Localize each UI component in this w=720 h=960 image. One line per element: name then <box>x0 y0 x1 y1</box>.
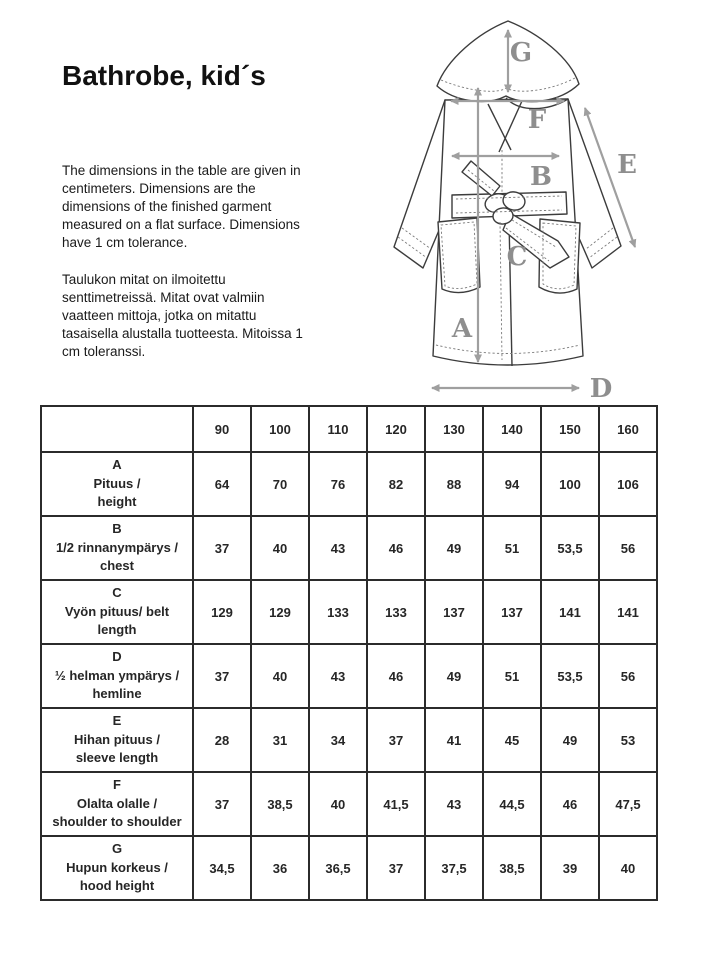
size-col-100: 100 <box>251 406 309 452</box>
value-E-100: 31 <box>251 708 309 772</box>
value-E-120: 37 <box>367 708 425 772</box>
value-B-120: 46 <box>367 516 425 580</box>
value-G-160: 40 <box>599 836 657 900</box>
measure-label-E <box>41 708 193 772</box>
value-F-90: 37 <box>193 772 251 836</box>
value-E-130: 41 <box>425 708 483 772</box>
measure-label-line: G <box>111 840 123 856</box>
value-G-90: 34,5 <box>193 836 251 900</box>
value-B-90: 37 <box>193 516 251 580</box>
measure-label-line: Hihan pituus / <box>74 731 160 747</box>
value-C-150: 141 <box>541 580 599 644</box>
measure-label-line: C <box>112 584 122 600</box>
value-F-160: 47,5 <box>599 772 657 836</box>
measure-label-line: length <box>97 622 137 638</box>
value-C-110: 133 <box>309 580 367 644</box>
value-G-110: 36,5 <box>309 836 367 900</box>
value-D-100: 40 <box>251 644 309 708</box>
value-D-120: 46 <box>367 644 425 708</box>
value-G-120: 37 <box>367 836 425 900</box>
diagram-label-c: C <box>506 242 528 272</box>
measure-label-D <box>41 644 193 708</box>
value-F-100: 38,5 <box>251 772 309 836</box>
size-col-120: 120 <box>367 406 425 452</box>
table-corner-cell <box>41 406 193 452</box>
bathrobe-diagram <box>383 6 675 402</box>
value-D-90: 37 <box>193 644 251 708</box>
value-A-110: 76 <box>309 452 367 516</box>
size-header-row <box>41 406 657 452</box>
measure-label-line: shoulder to shoulder <box>52 814 182 830</box>
value-A-130: 88 <box>425 452 483 516</box>
value-C-140: 137 <box>483 580 541 644</box>
value-C-100: 129 <box>251 580 309 644</box>
intro-paragraph-en: The dimensions in the table are given in centimeters. Dimensions are the dimensions of the finished garment measured on a flat surface. Dimensions have 1 cm tolerance. <box>62 163 301 251</box>
size-table <box>40 405 658 901</box>
value-A-140: 94 <box>483 452 541 516</box>
value-G-130: 37,5 <box>425 836 483 900</box>
value-F-110: 40 <box>309 772 367 836</box>
value-B-130: 49 <box>425 516 483 580</box>
table-row-G <box>41 836 657 900</box>
value-E-150: 49 <box>541 708 599 772</box>
table-row-D <box>41 644 657 708</box>
size-col-140: 140 <box>483 406 541 452</box>
measure-label-line: Vyön pituus/ belt <box>64 603 170 619</box>
value-B-100: 40 <box>251 516 309 580</box>
value-E-110: 34 <box>309 708 367 772</box>
value-D-140: 51 <box>483 644 541 708</box>
diagram-label-f: F <box>527 105 547 135</box>
value-G-140: 38,5 <box>483 836 541 900</box>
value-C-120: 133 <box>367 580 425 644</box>
measure-label-A <box>41 452 193 516</box>
size-table-body <box>41 452 657 900</box>
value-E-160: 53 <box>599 708 657 772</box>
measure-label-line: hood height <box>79 878 155 894</box>
measure-label-line: E <box>112 712 122 728</box>
diagram-label-e: E <box>617 150 637 180</box>
measure-label-line: Hupun korkeus / <box>66 859 168 875</box>
measure-label-line: 1/2 rinnanympärys / <box>55 539 179 555</box>
value-C-160: 141 <box>599 580 657 644</box>
measure-label-F <box>41 772 193 836</box>
size-col-150: 150 <box>541 406 599 452</box>
diagram-label-a: A <box>451 314 473 344</box>
value-D-150: 53,5 <box>541 644 599 708</box>
measure-label-line: Olalta olalle / <box>76 795 158 811</box>
value-B-140: 51 <box>483 516 541 580</box>
value-A-90: 64 <box>193 452 251 516</box>
measure-label-line: ½ helman ympärys / <box>54 667 180 683</box>
size-col-110: 110 <box>309 406 367 452</box>
value-B-150: 53,5 <box>541 516 599 580</box>
measure-label-line: height <box>97 494 137 510</box>
size-col-130: 130 <box>425 406 483 452</box>
value-A-150: 100 <box>541 452 599 516</box>
value-D-160: 56 <box>599 644 657 708</box>
diagram-label-d: D <box>589 374 613 402</box>
value-A-100: 70 <box>251 452 309 516</box>
value-C-90: 129 <box>193 580 251 644</box>
value-B-110: 43 <box>309 516 367 580</box>
table-row-E <box>41 708 657 772</box>
size-col-90: 90 <box>193 406 251 452</box>
measure-label-line: chest <box>100 558 134 574</box>
value-E-90: 28 <box>193 708 251 772</box>
measure-label-line: F <box>113 776 121 792</box>
measure-label-line: hemline <box>92 686 142 702</box>
value-G-150: 39 <box>541 836 599 900</box>
value-A-120: 82 <box>367 452 425 516</box>
value-B-160: 56 <box>599 516 657 580</box>
measure-label-G <box>41 836 193 900</box>
measure-label-line: B <box>112 520 122 536</box>
value-E-140: 45 <box>483 708 541 772</box>
measure-label-line: Pituus / <box>93 475 141 491</box>
value-D-110: 43 <box>309 644 367 708</box>
value-F-130: 43 <box>425 772 483 836</box>
intro-paragraph-fi: Taulukon mitat on ilmoitettu senttimetreissä. Mitat ovat valmiin vaatteen mittoja, jotka on mitattu tasaisella alustalla tuotteesta. Mitoissa 1 cm toleranssi. <box>62 272 303 360</box>
page-title: Bathrobe, kid´s <box>62 60 266 91</box>
value-F-120: 41,5 <box>367 772 425 836</box>
measure-label-line: A <box>112 456 122 472</box>
diagram-label-g: G <box>509 38 533 68</box>
measure-label-B <box>41 516 193 580</box>
value-C-130: 137 <box>425 580 483 644</box>
table-row-C <box>41 580 657 644</box>
measure-label-C <box>41 580 193 644</box>
diagram-label-b: B <box>530 162 552 192</box>
value-D-130: 49 <box>425 644 483 708</box>
value-F-150: 46 <box>541 772 599 836</box>
value-A-160: 106 <box>599 452 657 516</box>
value-G-100: 36 <box>251 836 309 900</box>
measure-label-line: sleeve length <box>75 750 159 766</box>
size-col-160: 160 <box>599 406 657 452</box>
table-row-A <box>41 452 657 516</box>
value-F-140: 44,5 <box>483 772 541 836</box>
table-row-B <box>41 516 657 580</box>
table-row-F <box>41 772 657 836</box>
measure-label-line: D <box>112 648 122 664</box>
